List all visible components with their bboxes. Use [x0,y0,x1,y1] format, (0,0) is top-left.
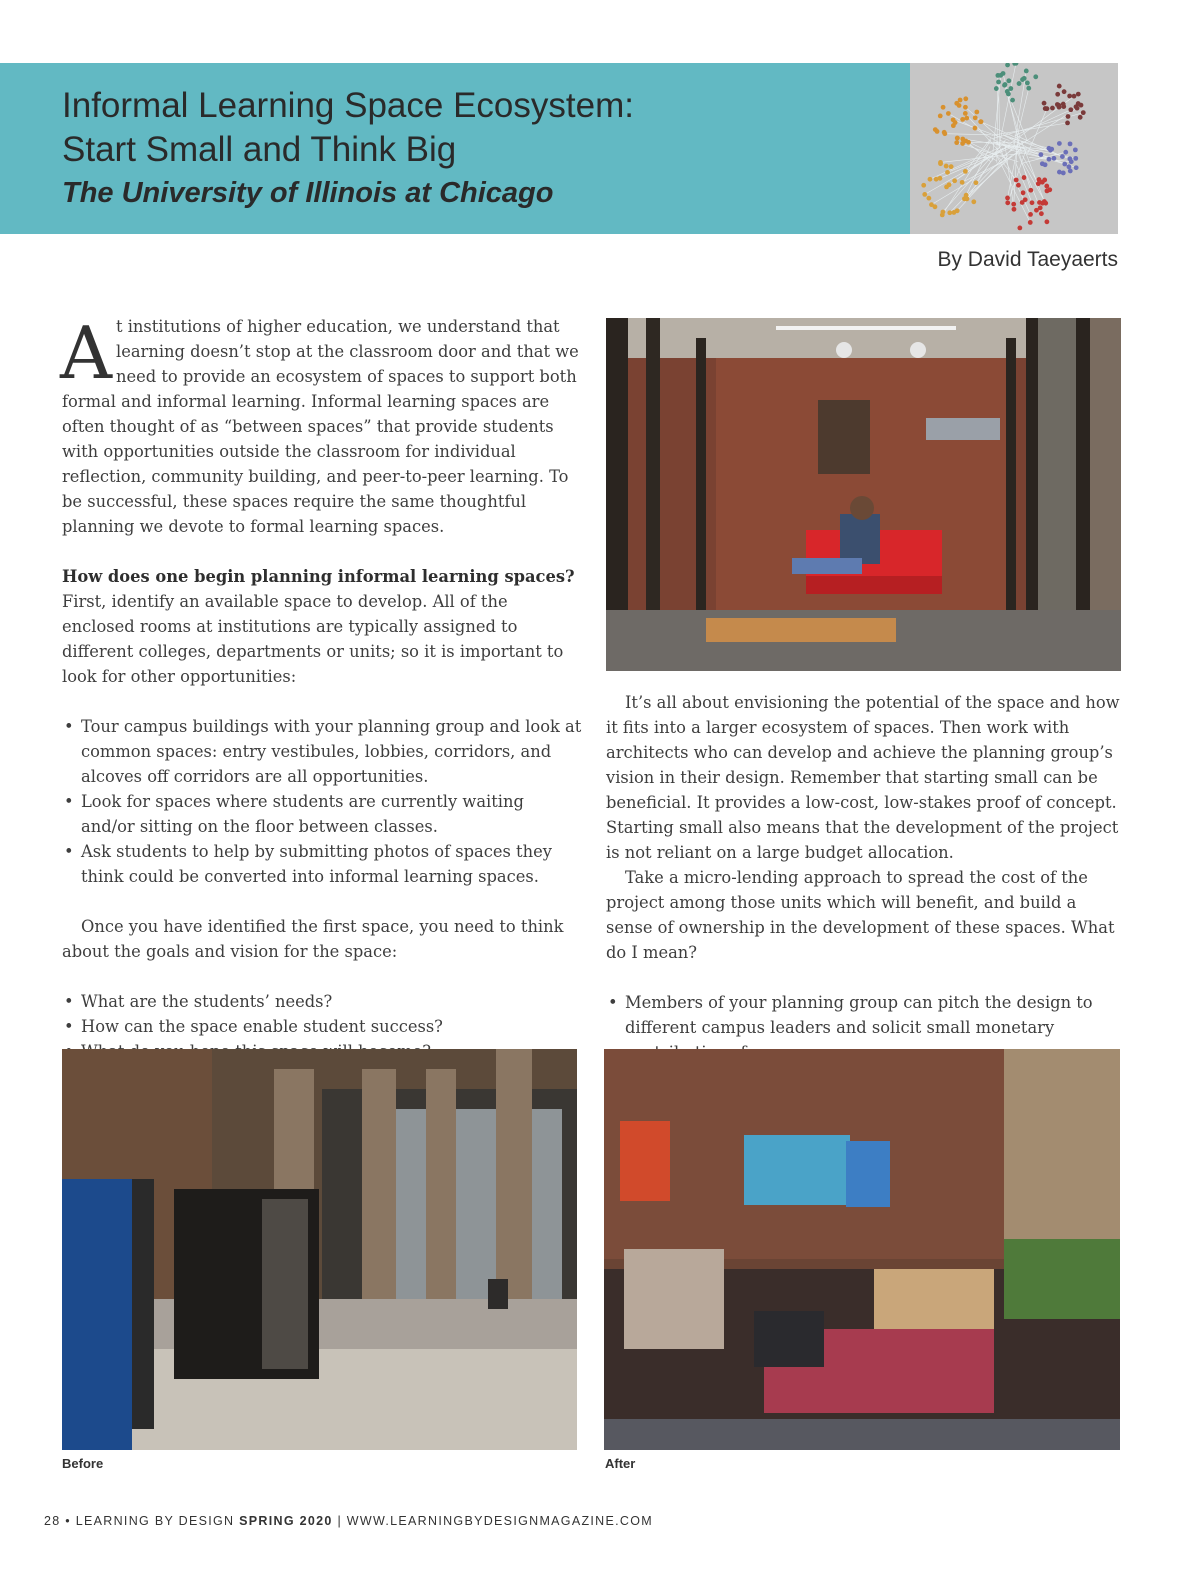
network-node [1039,211,1044,216]
network-node [1017,226,1022,231]
network-node [1022,76,1027,81]
network-node [1042,178,1047,183]
network-node [1021,190,1026,195]
network-node [1074,165,1079,170]
network-node [1057,170,1062,175]
network-node [1076,92,1081,97]
network-node [974,180,979,185]
network-node [1037,177,1042,182]
network-node [1010,98,1015,103]
network-node [1005,200,1010,205]
network-node [952,178,957,183]
network-node [1025,80,1030,85]
network-graph-illustration [910,63,1118,234]
network-node [963,169,968,174]
network-edge [942,140,991,215]
network-node [947,182,952,187]
network-node [973,126,978,131]
network-node [1012,207,1017,212]
network-node [945,170,950,175]
network-edge [1027,109,1047,155]
network-node [1044,219,1049,224]
network-node [964,196,969,201]
network-node [1081,110,1086,115]
network-node [1033,74,1038,79]
network-node [1066,164,1071,169]
network-node [1006,78,1011,83]
network-node [1073,156,1078,161]
network-node [960,137,965,142]
network-node [946,111,951,116]
network-node [942,131,947,136]
network-node [1038,152,1043,157]
magazine-url: WWW.LEARNINGBYDESIGNMAGAZINE.COM [346,1514,653,1528]
network-node [966,140,971,145]
network-node [929,202,934,207]
network-node [1043,162,1048,167]
intro-paragraph [60,311,582,539]
list-item: • Tour campus buildings with your planning group and look at common spaces: entry vestibules, lobbies, corridors, and alcoves off corridors are all opportunities. [62,714,582,789]
intro-text: t institutions of higher education, we understand that learning doesn’t stop at the classroom door and that we need to provide an ecosystem of spaces to support both formal and informal learning. Informal learning spaces are often thought of as “between spaces” that provide students with opportunities outside the classroom for individual reflection, community building, and peer-to-peer learning. To be successful, these spaces require the same thoughtful planning we devote to formal learning spaces. [62,317,579,536]
network-node [1028,212,1033,217]
network-edge [1007,91,1027,140]
network-node [1014,178,1019,183]
network-node [1040,201,1045,206]
network-node [1026,86,1031,91]
network-node [1028,188,1033,193]
network-node [938,176,943,181]
network-node [1047,157,1052,162]
title-line-2: Start Small and Think Big [62,130,457,169]
network-node [1022,175,1027,180]
drop-cap: A [60,311,112,395]
network-node [1034,208,1039,213]
photo-before [62,1049,577,1450]
issue-label: SPRING 2020 [239,1514,333,1528]
network-node [1079,103,1084,108]
network-node [1061,104,1066,109]
network-node [1065,120,1070,125]
network-node [935,129,940,134]
network-node [974,110,979,115]
network-node [996,80,1001,85]
title-line-1: Informal Learning Space Ecosystem: [62,86,634,125]
list-item: • Look for spaces where students are currently waiting and/or sitting on the floor between classes. [62,789,582,839]
network-node [995,73,1000,78]
network-node [1045,106,1050,111]
network-node [922,192,927,197]
network-node [938,113,943,118]
network-node [1067,94,1072,99]
network-node [947,210,952,215]
network-node [1073,147,1078,152]
network-node [964,116,969,121]
network-node [1057,105,1062,110]
network-node [1044,184,1049,189]
article-subtitle: The University of Illinois at Chicago [62,177,554,209]
network-node [941,105,946,110]
network-node [1024,69,1029,74]
network-node [973,115,978,120]
network-node [940,210,945,215]
network-node [960,180,965,185]
network-node [963,111,968,116]
network-node [1057,141,1062,146]
network-node [963,105,968,110]
network-node [1005,195,1010,200]
network-node [944,164,949,169]
paragraph-micro-lending: Take a micro-lending approach to spread the cost of the project among those units which will benefit, and build a sense of ownership in the development of these spaces. What do I mean? [606,868,1115,962]
paragraph-envisioning: It’s all about envisioning the potential of the space and how it fits into a larger ecosystem of spaces. Then work with architects who can develop and achieve the planning group’s vision in their design. Remember that starting small can be beneficial. It provides a low-cost, low-stakes proof of concept. Starting small also means that the development of the project is not reliant on a large budget allocation. [606,693,1120,862]
paragraph-identify-space: First, identify an available space to develop. All of the enclosed rooms at institutions are typically assigned to different colleges, departments or units; so it is important to look for other opportunities: [62,592,564,686]
section-question: How does one begin planning informal learning spaces? [62,567,575,586]
network-node [971,199,976,204]
article-title [62,84,634,172]
network-node [1068,141,1073,146]
network-node [1050,106,1055,111]
network-node [1055,92,1060,97]
network-node [955,208,960,213]
network-graph-image [910,63,1118,234]
network-node [928,177,933,182]
network-node [1060,154,1065,159]
network-node [921,183,926,188]
network-node [1049,147,1054,152]
network-edge [1015,110,1071,136]
network-node [979,119,984,124]
network-nodes [921,63,1085,230]
network-node [960,141,965,146]
network-node [1028,220,1033,225]
network-node [994,86,999,91]
network-node [1078,115,1083,120]
network-node [1017,81,1022,86]
network-node [1072,94,1077,99]
network-node [1052,156,1057,161]
network-node [1011,202,1016,207]
page-number: 28 [44,1514,61,1528]
network-node [1068,169,1073,174]
photo-after [604,1049,1120,1450]
magazine-name: LEARNING BY DESIGN [75,1514,235,1528]
caption-after: After [605,1456,636,1471]
network-node [1005,63,1010,67]
left-column [60,311,582,1064]
network-node [955,136,960,141]
network-node [951,117,956,122]
opportunity-list [62,714,582,889]
network-edge [950,146,1015,213]
network-node [1016,183,1021,188]
network-node [954,140,959,145]
right-column [606,690,1120,1065]
network-node [1062,162,1067,167]
list-item: • Members of your planning group can pitch the design to different campus leaders and solicit small monetary [606,990,1120,1065]
network-node [1002,83,1007,88]
photo-student-reading [606,318,1121,671]
list-item: • How can the space enable student success? [62,1014,582,1039]
network-node [1068,107,1073,112]
network-node [938,160,943,165]
network-node [926,196,931,201]
network-node [1042,101,1047,106]
network-node [1045,188,1050,193]
network-node [949,164,954,169]
network-node [1062,89,1067,94]
byline: By David Taeyaerts [937,248,1118,271]
network-node [960,117,965,122]
network-node [1067,156,1072,161]
list-item: • Ask students to help by submitting photos of spaces they think could be converted into informal learning spaces. [62,839,582,889]
network-node [1006,92,1011,97]
list-item: • What are the students’ needs? [62,989,582,1014]
network-node [963,96,968,101]
network-node [1075,106,1080,111]
paragraph-goals: Once you have identified the first space, you need to think about the goals and vision for the space: [62,917,564,961]
network-node [1063,150,1068,155]
network-node [1030,200,1035,205]
network-node [954,101,959,106]
caption-before: Before [62,1456,104,1471]
page-footer: 28 • LEARNING BY DESIGN SPRING 2020 | WWW.LEARNINGBYDESIGNMAGAZINE.COM [44,1514,653,1528]
network-node [1020,200,1025,205]
network-node [1057,84,1062,89]
network-node [1066,114,1071,119]
